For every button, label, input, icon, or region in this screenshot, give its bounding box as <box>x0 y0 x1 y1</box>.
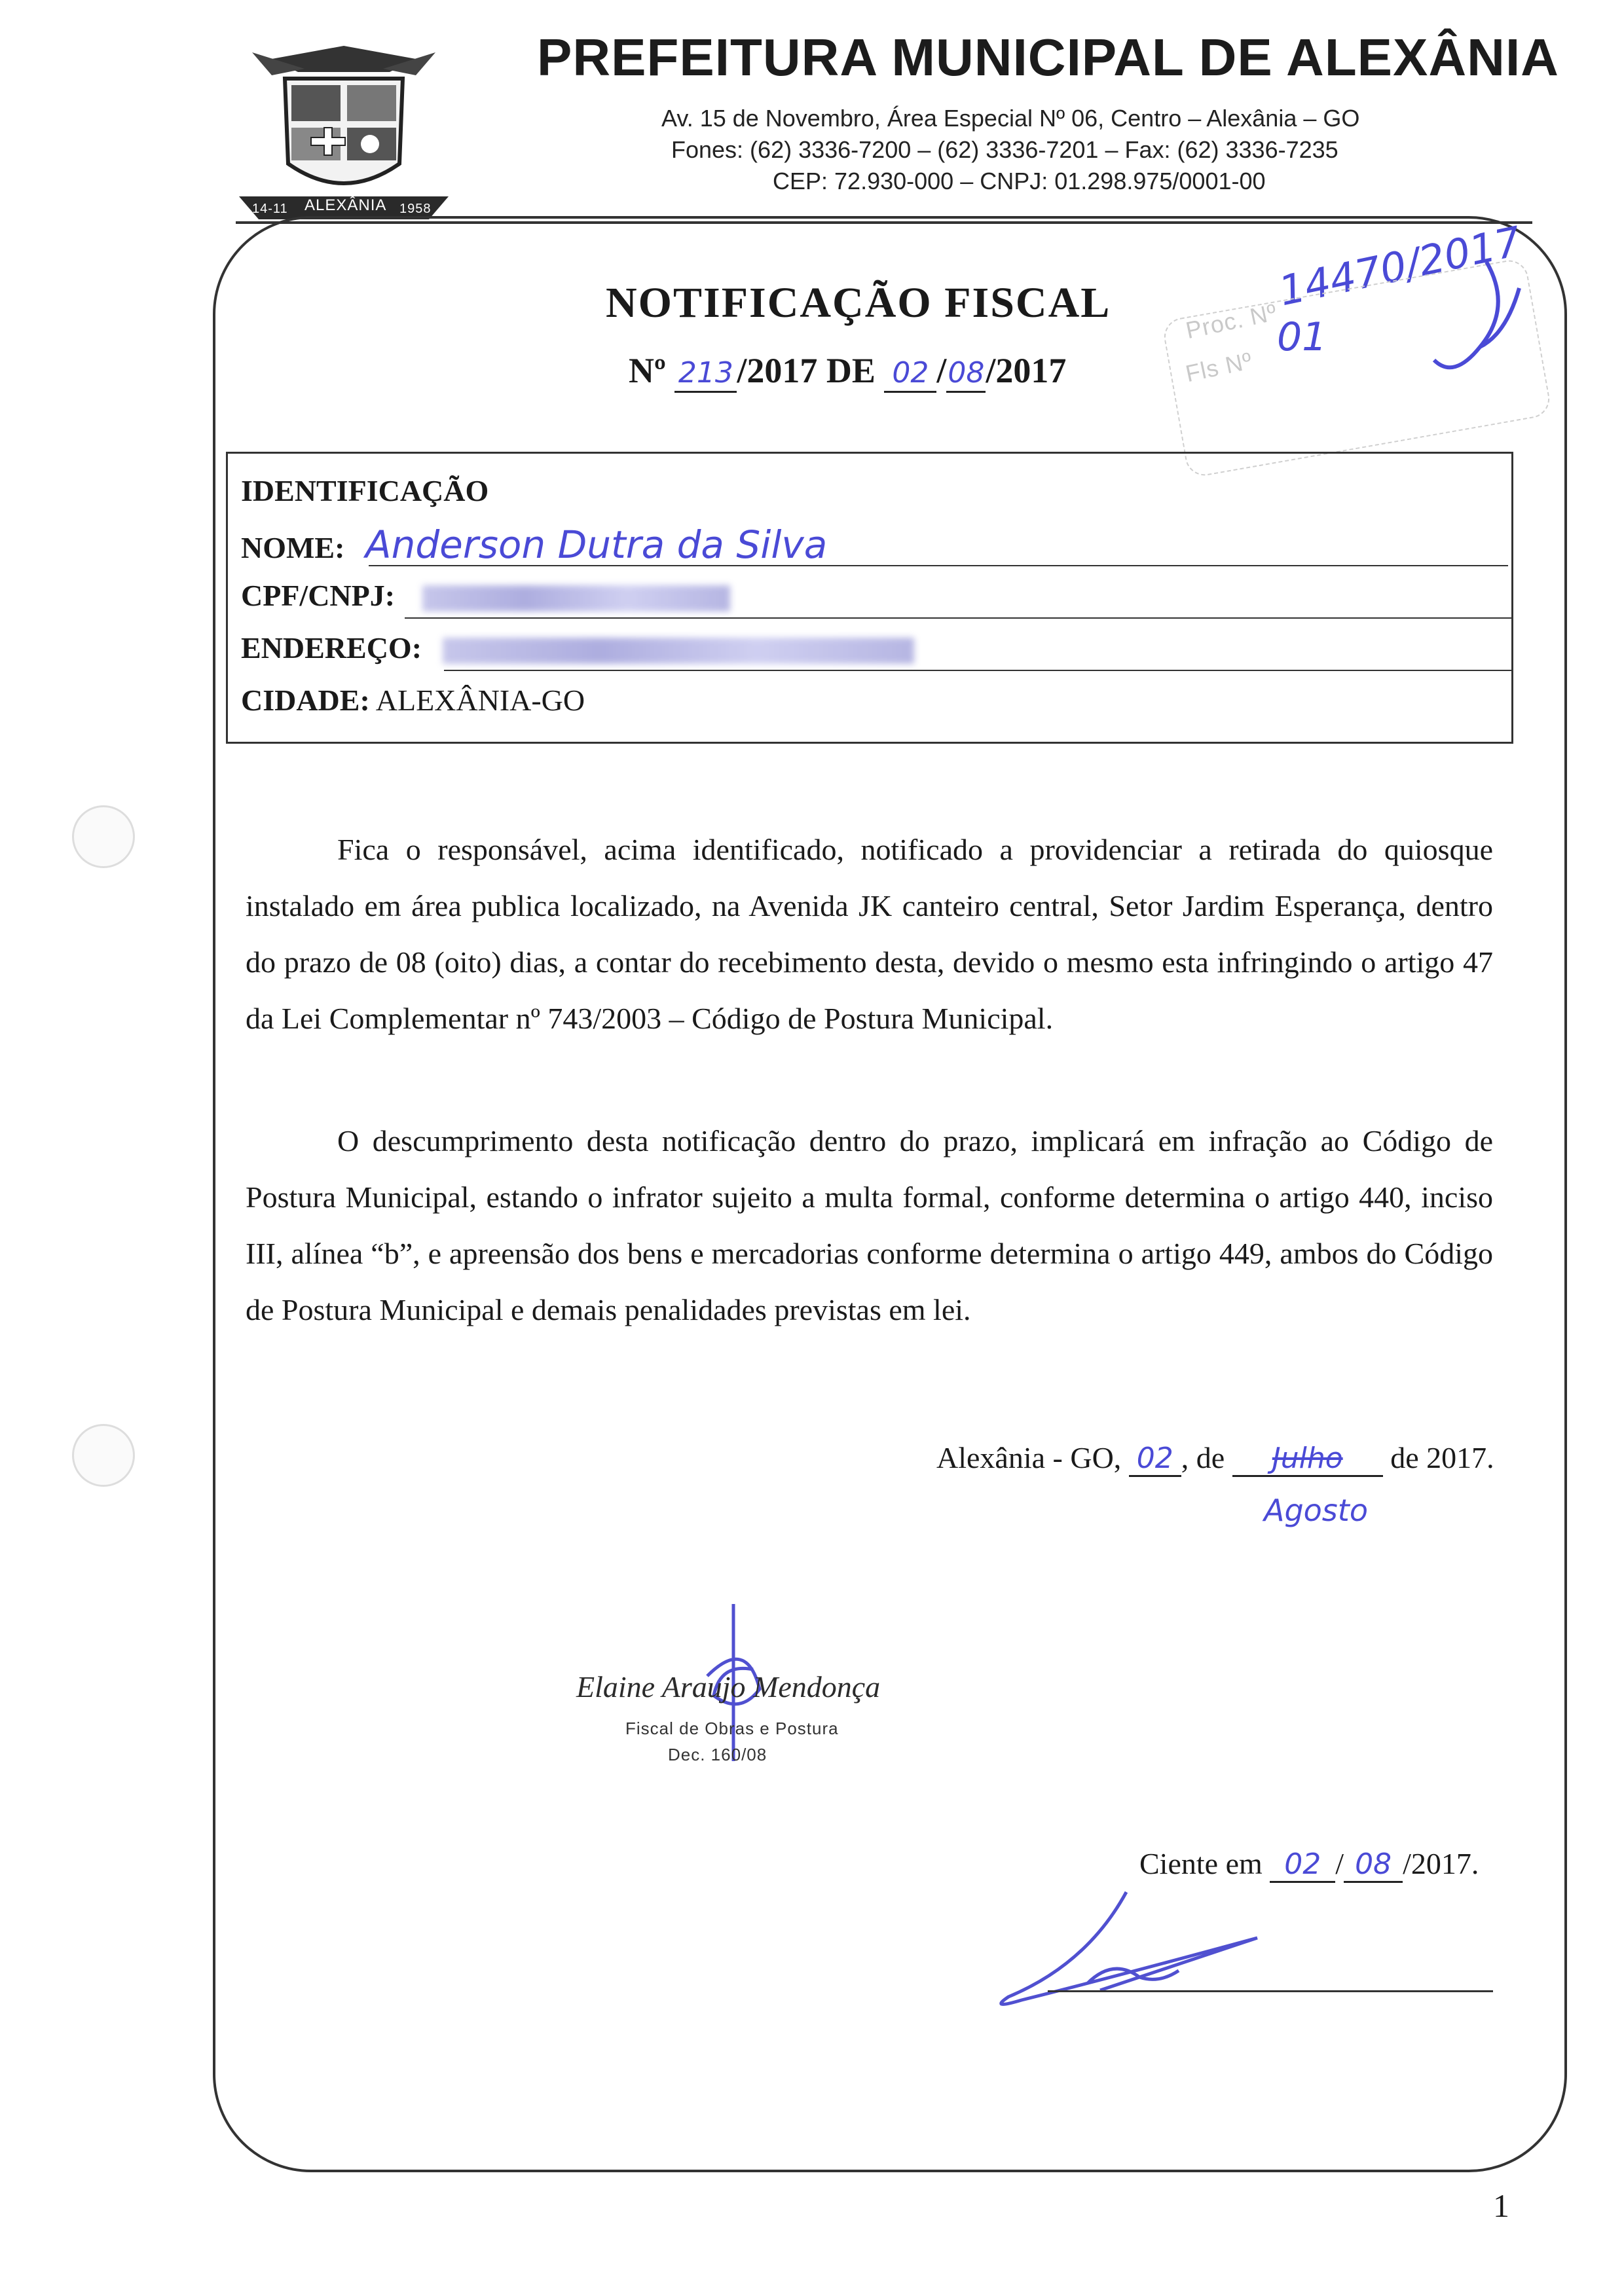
date-day-hand: 02 <box>892 356 929 390</box>
fiscal-decree: Dec. 160/08 <box>668 1745 767 1764</box>
cpf-fill-line <box>405 617 1511 619</box>
place-month-underline <box>1232 1440 1383 1477</box>
date-sep: / <box>936 351 947 390</box>
municipality-title: PREFEITURA MUNICIPAL DE ALEXÂNIA <box>537 28 1559 86</box>
place-month-correction: Agosto <box>1264 1493 1368 1528</box>
ciente-month-underline <box>1344 1846 1403 1883</box>
address-fill-line <box>444 670 1511 671</box>
place-day-underline <box>1129 1440 1181 1477</box>
body-paragraph-1: Fica o responsável, acima identificado, notificado a providenciar a retirada do quiosque instalado em área publica localizado, na Avenida JK canteiro central, Setor Jardim Esperança, dentro do prazo de 08 (oito) dias, a contar do recebimento desta, devido o mesmo esta infringindo o artigo 47 da Lei Complementar nº 743/2003 – Código de Postura Municipal. <box>246 833 1493 1035</box>
fiscal-role: Fiscal de Obras e Postura <box>625 1719 839 1738</box>
date-day-underline <box>884 350 936 393</box>
identification-box <box>226 452 1513 744</box>
name-label: NOME: <box>241 531 345 564</box>
date-suffix: /2017 <box>986 351 1067 390</box>
ciente-line <box>1139 1846 1479 1883</box>
place-month-struck: Julho <box>1272 1442 1343 1475</box>
header-cep-cnpj: CEP: 72.930-000 – CNPJ: 01.298.975/0001-00 <box>773 168 1266 194</box>
city-value: ALEXÂNIA-GO <box>375 683 585 717</box>
stamp-proc-label: Proc. Nº <box>1183 298 1280 344</box>
ciente-prefix: Ciente em <box>1139 1847 1263 1880</box>
notification-number-line <box>629 350 1066 393</box>
crest-ribbon-right: 1958 <box>399 202 432 216</box>
ciente-day-underline <box>1270 1846 1335 1883</box>
number-hand: 213 <box>678 356 733 390</box>
punch-hole-bottom <box>72 1424 135 1487</box>
cpf-label: CPF/CNPJ: <box>241 579 396 612</box>
place-day-hand: 02 <box>1136 1442 1173 1475</box>
place-suffix: de 2017. <box>1390 1441 1494 1474</box>
cpf-row <box>241 578 730 613</box>
header-phones: Fones: (62) 3336-7200 – (62) 3336-7201 – Fax: (62) 3336-7235 <box>671 136 1338 163</box>
place-date-line <box>936 1440 1494 1477</box>
crest-ribbon-left: 14-11 <box>252 202 288 216</box>
place-prefix: Alexânia - GO, <box>936 1441 1122 1474</box>
address-row <box>241 630 914 665</box>
header-address: Av. 15 de Novembro, Área Especial Nº 06, Centro – Alexânia – GO <box>661 105 1360 132</box>
ciente-month-hand: 08 <box>1355 1848 1392 1881</box>
date-month-hand: 08 <box>948 356 985 390</box>
recipient-signature <box>982 1886 1323 2030</box>
name-fill-line <box>369 565 1508 566</box>
name-value: Anderson Dutra da Silva <box>365 522 828 567</box>
ciente-suffix: /2017. <box>1403 1847 1479 1880</box>
ciente-day-hand: 02 <box>1284 1848 1321 1881</box>
number-mid: /2017 DE <box>737 351 876 390</box>
stamp-fls-value: 01 <box>1277 314 1327 360</box>
page-number: 1 <box>1493 2187 1509 2224</box>
fiscal-name: Elaine Araujo Mendonça <box>576 1670 881 1704</box>
stamp-fls-label: Fls Nº <box>1183 346 1255 388</box>
address-redacted <box>443 638 914 664</box>
recipient-signature-line <box>1048 1990 1493 1992</box>
date-month-underline <box>946 350 986 393</box>
body-paragraph-2: O descumprimento desta notificação dentro do prazo, implicará em infração ao Código de Postura Municipal, estando o infrator sujeito a multa formal, conforme determina o artigo 440, inciso III, alínea “b”, e apreensão dos bens e mercadorias conforme determina o artigo 449, ambos do Código de Postura Municipal e demais penalidades previstas em lei. <box>246 1124 1493 1326</box>
address-label: ENDEREÇO: <box>241 631 422 665</box>
name-row <box>241 522 827 567</box>
crest-ribbon-text: ALEXÂNIA <box>304 196 387 214</box>
notification-title: NOTIFICAÇÃO FISCAL <box>606 279 1111 327</box>
punch-hole-top <box>72 805 135 868</box>
number-prefix: Nº <box>629 351 666 390</box>
identification-heading: IDENTIFICAÇÃO <box>241 474 489 507</box>
stamp-handwritten-number: 14470/2017 <box>1274 217 1526 316</box>
ciente-sep: / <box>1335 1847 1344 1880</box>
stamp-initials-signature <box>1408 249 1539 406</box>
place-de: , de <box>1181 1441 1225 1474</box>
city-label: CIDADE: <box>241 683 370 717</box>
city-row <box>241 683 585 718</box>
number-underline <box>674 350 737 393</box>
cpf-redacted <box>422 585 730 611</box>
